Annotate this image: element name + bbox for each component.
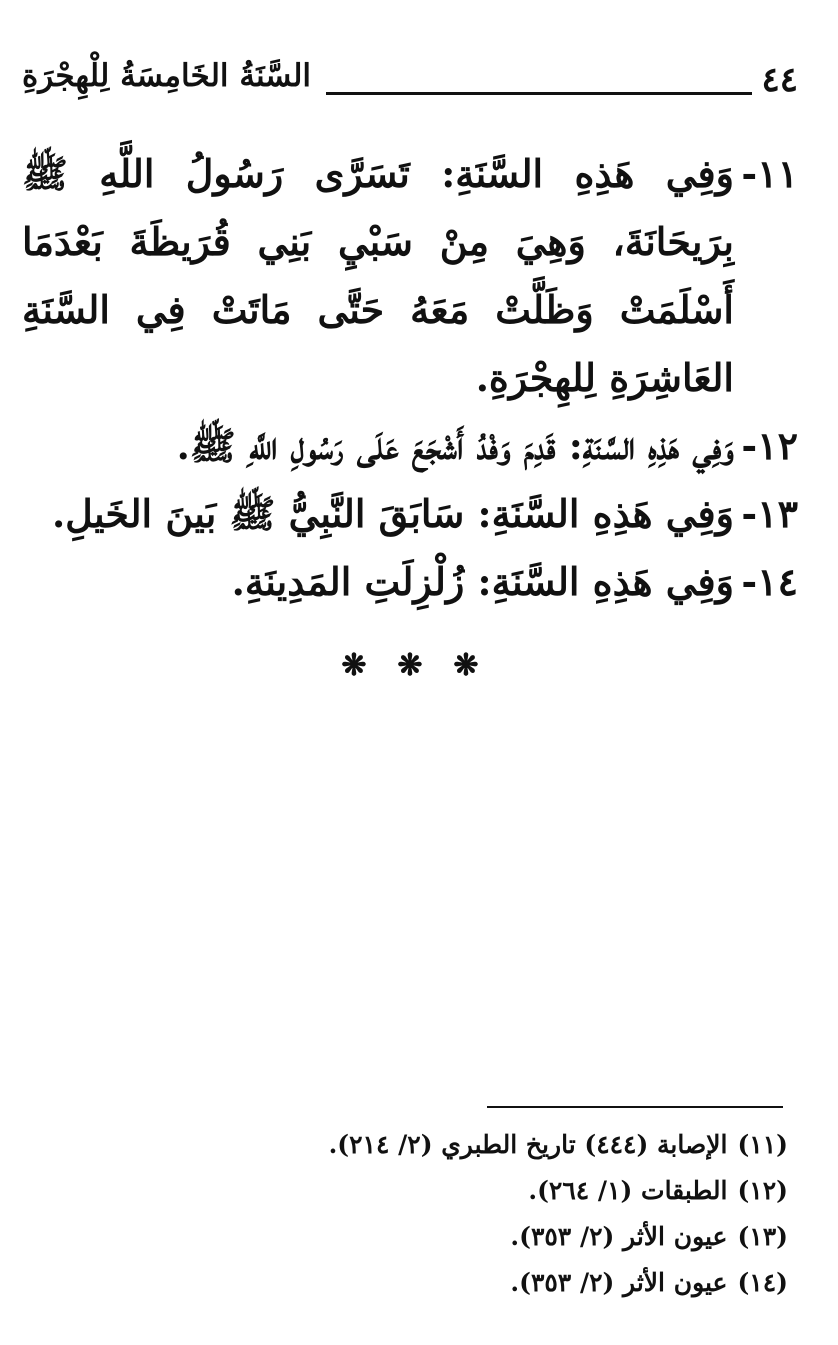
- star-ornament-icon: ❋: [397, 648, 423, 683]
- header-rule: [326, 92, 752, 95]
- numbered-item: [22, 480, 798, 548]
- item-number: ١٤-: [741, 559, 798, 604]
- numbered-item: [22, 548, 798, 616]
- page-number: ٤٤: [761, 60, 798, 100]
- numbered-item: [22, 140, 798, 412]
- item-number: ١٣-: [741, 491, 798, 536]
- star-ornament-icon: ❋: [453, 648, 479, 683]
- footnote-text: عيون الأثر (٢/ ٣٥٣).: [510, 1222, 728, 1251]
- footnote-number: (١٣): [737, 1222, 788, 1251]
- item-text: وَفِي هَذِهِ السَّنَةِ: زُلْزِلَتِ المَدِينَةِ.: [231, 559, 734, 604]
- footnote-text: الإصابة (٤٤٤) تاريخ الطبري (٢/ ٢١٤).: [328, 1130, 728, 1159]
- item-text: وَفِي هَذِهِ السَّنَةِ: سَابَقَ النَّبِيُّ ﷺ بَينَ الخَيلِ.: [51, 491, 734, 536]
- item-number: ١١-: [741, 151, 798, 196]
- footnote: [268, 1214, 788, 1260]
- footnote: [268, 1122, 788, 1168]
- footnotes: [268, 1122, 788, 1306]
- footnote-number: (١٢): [737, 1176, 788, 1205]
- footnote-text: عيون الأثر (٢/ ٣٥٣).: [510, 1268, 728, 1297]
- running-title: السَّنَةُ الخَامِسَةُ لِلْهِجْرَةِ: [22, 58, 312, 94]
- item-number: ١٢-: [741, 423, 798, 468]
- main-text: [22, 140, 798, 616]
- footnote: [268, 1260, 788, 1306]
- footnote: [268, 1168, 788, 1214]
- footnote-rule: [487, 1106, 783, 1108]
- footnote-number: (١٤): [737, 1268, 788, 1297]
- section-separator: [340, 648, 480, 683]
- footnote-text: الطبقات (١/ ٢٦٤).: [528, 1176, 728, 1205]
- footnote-number: (١١): [737, 1130, 788, 1159]
- page-header: [22, 58, 798, 106]
- item-text: وَفِي هَذِهِ السَّنَةِ: قَدِمَ وَفْدُ أَشْجَعَ عَلَى رَسُولِ اللَّهِ ﷺ.: [176, 423, 734, 468]
- star-ornament-icon: ❋: [341, 648, 367, 683]
- item-text: وَفِي هَذِهِ السَّنَةِ: تَسَرَّى رَسُولُ اللَّهِ ﷺ بِرَيحَانَةَ، وَهِيَ مِنْ سَبْيِ بَنِي قُرَيظَةَ بَعْدَمَا أَسْلَمَتْ وَظَلَّتْ مَعَهُ حَتَّى مَاتَتْ فِي السَّنَةِ العَاشِرَةِ لِلهِجْرَةِ.: [22, 151, 734, 400]
- numbered-item: [22, 412, 798, 480]
